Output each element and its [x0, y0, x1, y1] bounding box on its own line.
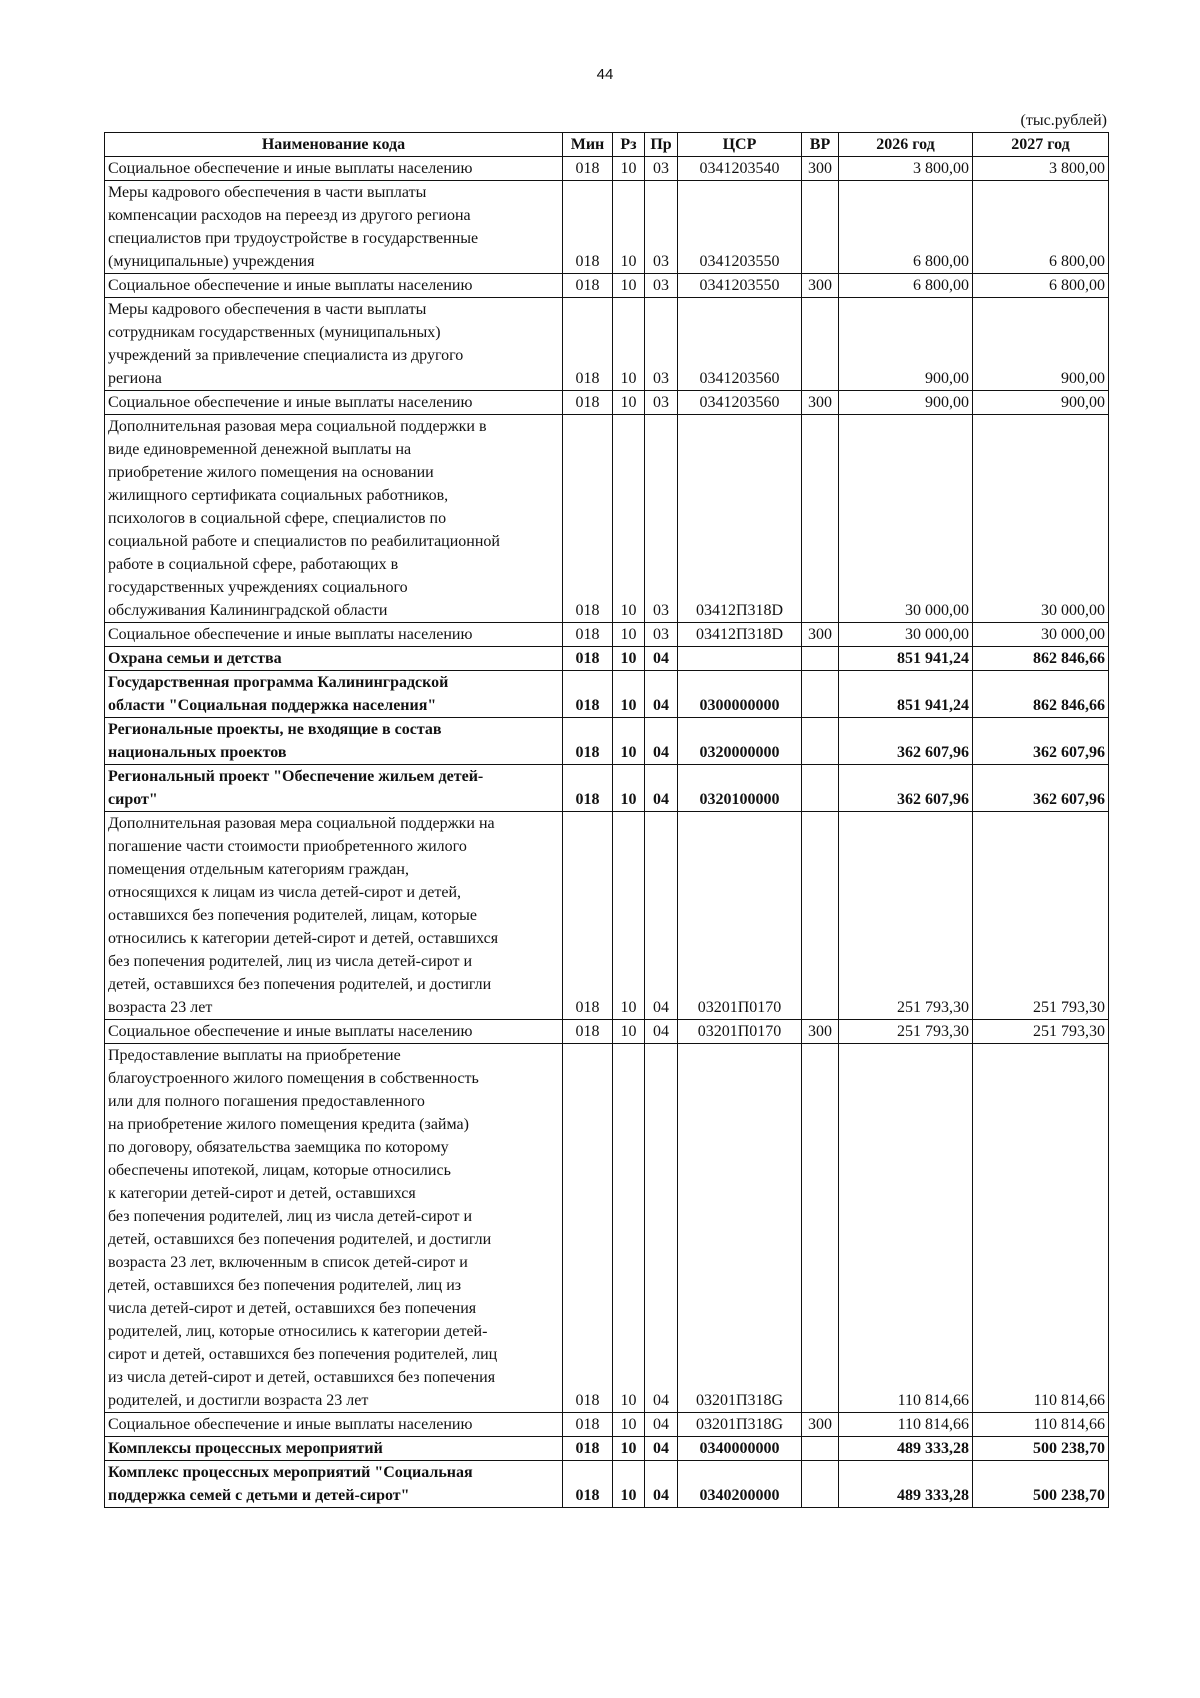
cell-min: 018 — [563, 415, 613, 623]
cell-pr: 04 — [645, 647, 678, 671]
cell-2026: 851 941,24 — [839, 671, 973, 718]
cell-min: 018 — [563, 391, 613, 415]
cell-2026: 110 814,66 — [839, 1413, 973, 1437]
cell-vr: 300 — [802, 391, 839, 415]
cell-2027: 3 800,00 — [973, 157, 1109, 181]
cell-csr: 03201П318G — [678, 1413, 802, 1437]
cell-2026: 6 800,00 — [839, 181, 973, 274]
cell-2027: 862 846,66 — [973, 671, 1109, 718]
cell-2027: 6 800,00 — [973, 181, 1109, 274]
cell-2026: 900,00 — [839, 391, 973, 415]
table-row — [105, 1437, 1109, 1461]
cell-pr: 04 — [645, 812, 678, 1020]
cell-2027: 362 607,96 — [973, 765, 1109, 812]
cell-2026: 251 793,30 — [839, 1020, 973, 1044]
cell-min: 018 — [563, 181, 613, 274]
cell-min: 018 — [563, 1020, 613, 1044]
table-row — [105, 812, 1109, 1020]
cell-name: Комплекс процессных мероприятий "Социальная поддержка семей с детьми и детей-сирот" — [105, 1461, 563, 1508]
cell-pr: 03 — [645, 298, 678, 391]
cell-rz: 10 — [613, 718, 645, 765]
cell-rz: 10 — [613, 157, 645, 181]
cell-pr: 04 — [645, 1020, 678, 1044]
cell-2027: 362 607,96 — [973, 718, 1109, 765]
cell-csr: 0340200000 — [678, 1461, 802, 1508]
header-csr: ЦСР — [678, 133, 802, 157]
cell-rz: 10 — [613, 274, 645, 298]
cell-vr — [802, 647, 839, 671]
cell-rz: 10 — [613, 181, 645, 274]
cell-2027: 900,00 — [973, 391, 1109, 415]
table-row — [105, 1413, 1109, 1437]
cell-min: 018 — [563, 1044, 613, 1413]
budget-table — [104, 132, 1109, 1508]
cell-name: Социальное обеспечение и иные выплаты населению — [105, 1413, 563, 1437]
table-row — [105, 157, 1109, 181]
cell-min: 018 — [563, 765, 613, 812]
cell-pr: 03 — [645, 623, 678, 647]
table-row — [105, 671, 1109, 718]
cell-rz: 10 — [613, 765, 645, 812]
table-row — [105, 623, 1109, 647]
cell-vr: 300 — [802, 157, 839, 181]
table-row — [105, 765, 1109, 812]
cell-name: Меры кадрового обеспечения в части выплаты компенсации расходов на переезд из другого региона специалистов при трудоустройстве в государственные (муниципальные) учреждения — [105, 181, 563, 274]
cell-min: 018 — [563, 623, 613, 647]
cell-rz: 10 — [613, 1020, 645, 1044]
cell-csr — [678, 647, 802, 671]
table-row — [105, 1461, 1109, 1508]
cell-2027: 500 238,70 — [973, 1461, 1109, 1508]
cell-min: 018 — [563, 298, 613, 391]
cell-pr: 03 — [645, 274, 678, 298]
cell-csr: 0300000000 — [678, 671, 802, 718]
table-row — [105, 1020, 1109, 1044]
cell-vr: 300 — [802, 623, 839, 647]
table-row — [105, 181, 1109, 274]
cell-pr: 03 — [645, 157, 678, 181]
table-row — [105, 391, 1109, 415]
page-number: 44 — [596, 66, 614, 83]
table-header-row — [105, 133, 1109, 157]
header-name: Наименование кода — [105, 133, 563, 157]
cell-vr — [802, 671, 839, 718]
cell-2027: 500 238,70 — [973, 1437, 1109, 1461]
cell-2026: 251 793,30 — [839, 812, 973, 1020]
cell-min: 018 — [563, 647, 613, 671]
cell-vr — [802, 1461, 839, 1508]
cell-2026: 110 814,66 — [839, 1044, 973, 1413]
cell-vr: 300 — [802, 1020, 839, 1044]
cell-min: 018 — [563, 671, 613, 718]
cell-csr: 03412П318D — [678, 415, 802, 623]
table-row — [105, 718, 1109, 765]
cell-2027: 6 800,00 — [973, 274, 1109, 298]
cell-2026: 362 607,96 — [839, 765, 973, 812]
cell-vr — [802, 1044, 839, 1413]
cell-2026: 30 000,00 — [839, 415, 973, 623]
cell-2026: 362 607,96 — [839, 718, 973, 765]
header-2027: 2027 год — [973, 133, 1109, 157]
cell-2027: 900,00 — [973, 298, 1109, 391]
cell-name: Социальное обеспечение и иные выплаты населению — [105, 623, 563, 647]
header-2026: 2026 год — [839, 133, 973, 157]
cell-rz: 10 — [613, 812, 645, 1020]
cell-csr: 0320000000 — [678, 718, 802, 765]
cell-2026: 3 800,00 — [839, 157, 973, 181]
cell-min: 018 — [563, 1413, 613, 1437]
header-min: Мин — [563, 133, 613, 157]
cell-2026: 489 333,28 — [839, 1437, 973, 1461]
table-row — [105, 415, 1109, 623]
cell-min: 018 — [563, 1461, 613, 1508]
cell-csr: 03201П0170 — [678, 812, 802, 1020]
cell-vr — [802, 718, 839, 765]
cell-pr: 04 — [645, 671, 678, 718]
cell-2026: 30 000,00 — [839, 623, 973, 647]
cell-name: Социальное обеспечение и иные выплаты населению — [105, 1020, 563, 1044]
cell-csr: 0320100000 — [678, 765, 802, 812]
cell-rz: 10 — [613, 623, 645, 647]
cell-pr: 04 — [645, 1437, 678, 1461]
cell-name: Социальное обеспечение и иные выплаты населению — [105, 274, 563, 298]
cell-name: Комплексы процессных мероприятий — [105, 1437, 563, 1461]
table-body — [105, 157, 1109, 1508]
cell-csr: 0340000000 — [678, 1437, 802, 1461]
header-pr: Пр — [645, 133, 678, 157]
cell-name: Социальное обеспечение и иные выплаты населению — [105, 391, 563, 415]
cell-rz: 10 — [613, 1461, 645, 1508]
cell-name: Региональный проект "Обеспечение жильем детей- сирот" — [105, 765, 563, 812]
cell-csr: 03412П318D — [678, 623, 802, 647]
cell-2027: 30 000,00 — [973, 623, 1109, 647]
cell-min: 018 — [563, 274, 613, 298]
cell-csr: 0341203560 — [678, 391, 802, 415]
table-row — [105, 298, 1109, 391]
cell-csr: 0341203550 — [678, 181, 802, 274]
cell-rz: 10 — [613, 1413, 645, 1437]
cell-vr: 300 — [802, 274, 839, 298]
cell-name: Дополнительная разовая мера социальной поддержки на погашение части стоимости приобретенного жилого помещения отдельным категориям граждан, относящихся к лицам из числа детей-сирот и детей, оставшихся без попечения родителей, лицам, которые относились к категории детей-сирот и детей, оставшихся без попечения родителей, лиц из числа детей-сирот и детей, оставшихся без попечения родителей, и достигли возраста 23 лет — [105, 812, 563, 1020]
cell-vr: 300 — [802, 1413, 839, 1437]
cell-pr: 04 — [645, 1044, 678, 1413]
table-row — [105, 274, 1109, 298]
cell-vr — [802, 765, 839, 812]
cell-rz: 10 — [613, 415, 645, 623]
cell-rz: 10 — [613, 298, 645, 391]
cell-vr — [802, 181, 839, 274]
cell-min: 018 — [563, 718, 613, 765]
cell-name: Государственная программа Калининградской области "Социальная поддержка населения" — [105, 671, 563, 718]
cell-csr: 03201П0170 — [678, 1020, 802, 1044]
cell-csr: 0341203540 — [678, 157, 802, 181]
cell-vr — [802, 298, 839, 391]
cell-name: Региональные проекты, не входящие в состав национальных проектов — [105, 718, 563, 765]
cell-name: Меры кадрового обеспечения в части выплаты сотрудникам государственных (муниципальных) учреждений за привлечение специалиста из другого региона — [105, 298, 563, 391]
header-vr: ВР — [802, 133, 839, 157]
cell-2027: 110 814,66 — [973, 1413, 1109, 1437]
units-label: (тыс.рублей) — [1020, 112, 1107, 129]
cell-2026: 851 941,24 — [839, 647, 973, 671]
cell-rz: 10 — [613, 647, 645, 671]
cell-name: Предоставление выплаты на приобретение благоустроенного жилого помещения в собственность или для полного погашения предоставленного на приобретение жилого помещения кредита (займа) по договору, обязательства заемщика по которому обеспечены ипотекой, лицам, которые относились к категории детей-сирот и детей, оставшихся без попечения родителей, лиц из числа детей-сирот и детей, оставшихся без попечения родителей, и достигли возраста 23 лет, включенным в список детей-сирот и детей, оставшихся без попечения родителей, лиц из числа детей-сирот и детей, оставшихся без попечения родителей, лиц, которые относились к категории детей- сирот и детей, оставшихся без попечения родителей, лиц из числа детей-сирот и детей, оставшихся без попечения родителей, и достигли возраста 23 лет — [105, 1044, 563, 1413]
cell-pr: 04 — [645, 718, 678, 765]
cell-min: 018 — [563, 1437, 613, 1461]
cell-2026: 900,00 — [839, 298, 973, 391]
cell-2027: 30 000,00 — [973, 415, 1109, 623]
cell-vr — [802, 415, 839, 623]
cell-pr: 03 — [645, 415, 678, 623]
cell-csr: 0341203560 — [678, 298, 802, 391]
cell-min: 018 — [563, 157, 613, 181]
cell-pr: 03 — [645, 181, 678, 274]
cell-name: Социальное обеспечение и иные выплаты населению — [105, 157, 563, 181]
cell-pr: 04 — [645, 765, 678, 812]
cell-vr — [802, 1437, 839, 1461]
cell-2027: 251 793,30 — [973, 1020, 1109, 1044]
cell-pr: 04 — [645, 1461, 678, 1508]
cell-csr: 03201П318G — [678, 1044, 802, 1413]
cell-rz: 10 — [613, 1044, 645, 1413]
table-row — [105, 1044, 1109, 1413]
cell-min: 018 — [563, 812, 613, 1020]
cell-name: Охрана семьи и детства — [105, 647, 563, 671]
cell-csr: 0341203550 — [678, 274, 802, 298]
cell-2026: 6 800,00 — [839, 274, 973, 298]
cell-pr: 04 — [645, 1413, 678, 1437]
cell-rz: 10 — [613, 1437, 645, 1461]
cell-pr: 03 — [645, 391, 678, 415]
cell-2027: 251 793,30 — [973, 812, 1109, 1020]
table-row — [105, 647, 1109, 671]
cell-rz: 10 — [613, 391, 645, 415]
header-rz: Рз — [613, 133, 645, 157]
cell-2027: 862 846,66 — [973, 647, 1109, 671]
cell-name: Дополнительная разовая мера социальной поддержки в виде единовременной денежной выплаты на приобретение жилого помещения на основании жилищного сертификата социальных работников, психологов в социальной сфере, специалистов по социальной работе и специалистов по реабилитационной работе в социальной сфере, работающих в государственных учреждениях социального обслуживания Калининградской области — [105, 415, 563, 623]
cell-2027: 110 814,66 — [973, 1044, 1109, 1413]
cell-vr — [802, 812, 839, 1020]
cell-rz: 10 — [613, 671, 645, 718]
cell-2026: 489 333,28 — [839, 1461, 973, 1508]
